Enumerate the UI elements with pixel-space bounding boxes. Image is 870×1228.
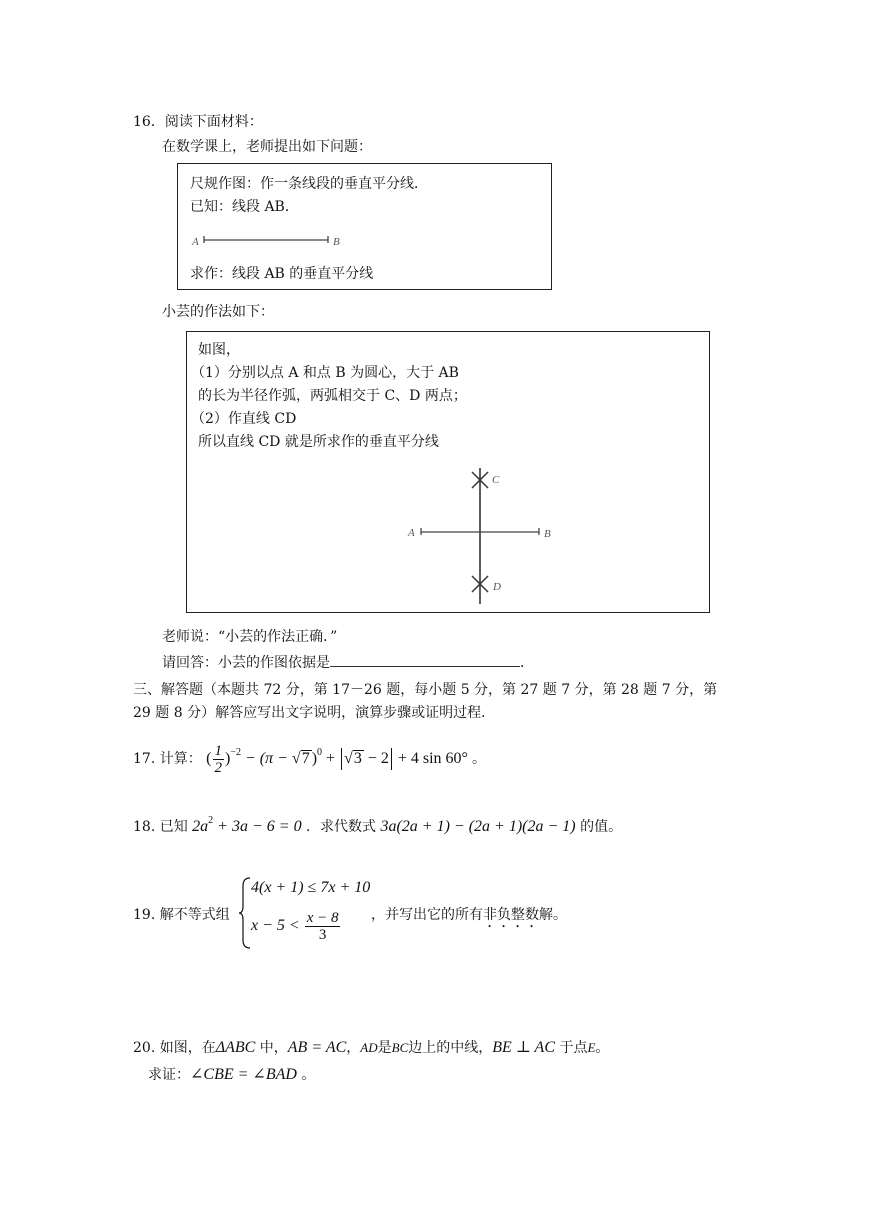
q17-prefix: 计算： — [159, 751, 202, 767]
method-line-5: 所以直线 CD 就是所求作的垂直平分线 — [198, 434, 439, 450]
q18-prefix: 已知 — [159, 819, 188, 835]
emphasis-dotted: 非负整数 — [483, 907, 539, 923]
method-line-1: 如图， — [198, 342, 240, 358]
system-brace — [238, 876, 252, 950]
problem-box — [177, 163, 552, 290]
label-a: A — [192, 236, 199, 248]
label-c: C — [492, 474, 500, 486]
q18 — [133, 810, 622, 838]
q16-heading: 16．阅读下面材料： — [133, 114, 263, 130]
q18-expression: 3a(2a + 1) − (2a + 1)(2a − 1) — [380, 818, 576, 835]
problem-line-1: 尺规作图：作一条线段的垂直平分线． — [190, 176, 428, 192]
q19-fraction: $\frac{x - 8}{3}$ — [306, 909, 339, 943]
q16-question-end: ． — [520, 655, 534, 671]
q19-label — [133, 905, 230, 925]
section3-line-2: 29 题 8 分）解答应写出文字说明，演算步骤或证明过程． — [133, 705, 496, 721]
q17-fraction: $\frac{1}{2}$ — [214, 742, 222, 776]
q19-number: 19. — [133, 907, 156, 923]
q17-number: 17. — [133, 751, 156, 767]
q19-suffix: ，并写出它的所有非负整数解。 — [371, 907, 567, 923]
perpendicular-bisector-figure — [401, 460, 561, 608]
method-line-3: 的长为半径作弧，两弧相交于 C、D 两点； — [198, 388, 467, 404]
label-b: B — [333, 236, 340, 248]
q20-prove: 求证：∠CBE = ∠BAD 。 — [148, 1066, 316, 1083]
q19-inequality-2: x − 5 < $\frac{x - 8}{3}$ — [251, 909, 339, 943]
section3-line-1: 三、解答题（本题共 72 分，第 17－26 题，每小题 5 分，第 27 题 7 分，第 28 题 7 分，第 — [133, 682, 718, 698]
label-a: A — [408, 527, 415, 539]
answer-blank[interactable] — [330, 652, 520, 667]
label-d: D — [493, 581, 501, 593]
problem-line-3: 求作：线段 AB 的垂直平分线 — [190, 266, 374, 282]
q20: 20. 如图，在ΔABC 中，AB = AC，AD是BC边上的中线，BE ⊥ AC 于点E。 — [133, 1039, 610, 1056]
q19-prefix: 解不等式组 — [159, 907, 230, 923]
q18-number: 18. — [133, 819, 156, 835]
q16-question-text: 请回答：小芸的作图依据是 — [162, 655, 330, 671]
q17-expression: ( $\frac{1}{2}$ )$^{-2}$ − (π − √7 )$^0$ + √3 − 2 + 4 sin 60° — [206, 742, 468, 776]
q16-question — [162, 652, 534, 673]
teacher-remark: 老师说：“小芸的作法正确．” — [162, 629, 338, 645]
method-intro: 小芸的作法如下： — [162, 304, 274, 320]
q19-inequality-1: 4(x + 1) ≤ 7x + 10 — [251, 879, 371, 896]
q17 — [133, 733, 486, 779]
q18-suffix: 的值。 — [580, 819, 623, 835]
q20-number: 20. — [133, 1040, 156, 1056]
q16-intro: 在数学课上，老师提出如下问题： — [162, 139, 372, 155]
q18-equation: $2a^2 + 3a - 6 = 0$ — [192, 815, 302, 835]
label-b: B — [544, 528, 551, 540]
q18-middle: ．求代数式 — [306, 819, 377, 835]
method-line-4: （2）作直线 CD — [191, 411, 297, 427]
segment-ab-figure — [190, 230, 350, 250]
method-box — [186, 331, 710, 613]
method-line-2: （1）分别以点 A 和点 B 为圆心，大于 AB — [191, 365, 459, 381]
problem-line-2: 已知：线段 AB． — [190, 199, 299, 215]
q17-end: 。 — [471, 751, 486, 767]
